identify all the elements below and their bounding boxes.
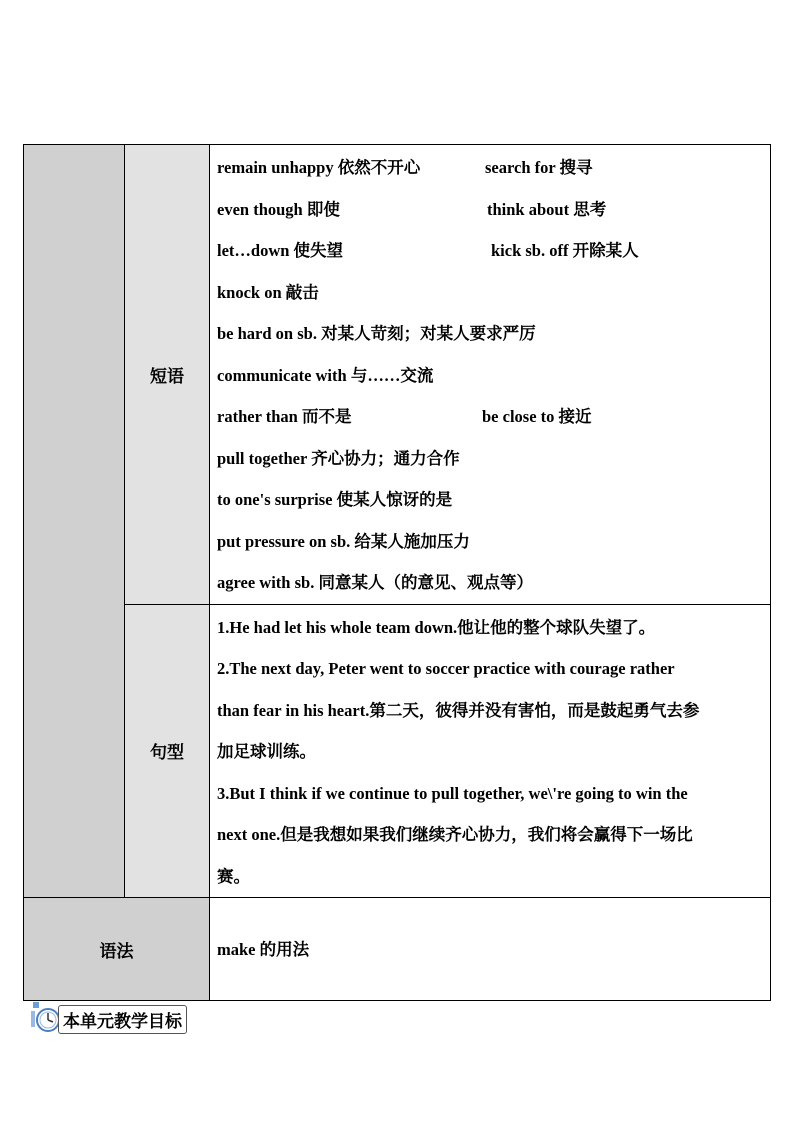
sentences-row bbox=[24, 604, 771, 898]
phrases-label: 短语 bbox=[125, 145, 210, 605]
sentence-line: 赛。 bbox=[217, 866, 250, 886]
phrase-line bbox=[217, 230, 764, 272]
sentence-line: 3.But I think if we continue to pull together, we\'re going to win the bbox=[217, 783, 688, 803]
phrase-text: communicate with 与……交流 bbox=[217, 365, 434, 385]
unit-goals-title: 本单元教学目标 bbox=[58, 1005, 187, 1034]
phrases-cell bbox=[210, 145, 771, 605]
sentences-label: 句型 bbox=[125, 604, 210, 898]
phrase-text: agree with sb. 同意某人（的意见、观点等） bbox=[217, 573, 533, 592]
phrase-text: to one's surprise 使某人惊讶的是 bbox=[217, 490, 453, 509]
sentences-list bbox=[210, 605, 770, 898]
phrases-row bbox=[24, 145, 771, 605]
phrases-list bbox=[210, 145, 770, 604]
phrase-text: even though 即使 bbox=[217, 199, 340, 219]
phrase-text: pull together 齐心协力；通力合作 bbox=[217, 448, 460, 468]
phrase-text: let…down 使失望 bbox=[217, 241, 344, 260]
phrase-line bbox=[217, 189, 764, 231]
sentence-line: 2.The next day, Peter went to soccer practice with courage rather bbox=[217, 659, 675, 678]
phrase-line bbox=[217, 313, 764, 355]
phrase-line bbox=[217, 479, 764, 521]
phrase-text: be hard on sb. 对某人苛刻；对某人要求严厉 bbox=[217, 324, 536, 343]
grammar-label: 语法 bbox=[24, 898, 210, 1001]
phrase-line bbox=[217, 562, 764, 604]
phrase-line bbox=[217, 147, 764, 189]
grammar-row bbox=[24, 898, 771, 1001]
phrase-text: remain unhappy 依然不开心 bbox=[217, 158, 421, 177]
phrase-line bbox=[217, 438, 764, 480]
phrase-line bbox=[217, 521, 764, 563]
vocabulary-table bbox=[23, 144, 771, 1001]
grammar-text: make 的用法 bbox=[217, 940, 310, 960]
phrase-line bbox=[217, 355, 764, 397]
section-cell bbox=[24, 145, 125, 898]
unit-goals-header bbox=[30, 1004, 187, 1034]
sentence-line: 1.He had let his whole team down.他让他的整个球队失望了。 bbox=[217, 617, 656, 637]
phrase-text-secondary: search for 搜寻 bbox=[485, 158, 593, 177]
phrase-text: put pressure on sb. 给某人施加压力 bbox=[217, 531, 470, 551]
phrase-text: knock on 敲击 bbox=[217, 282, 319, 302]
phrase-text-secondary: be close to 接近 bbox=[482, 407, 592, 426]
phrase-line bbox=[217, 396, 764, 438]
phrase-text-secondary: kick sb. off 开除某人 bbox=[491, 241, 639, 260]
grammar-cell bbox=[210, 898, 771, 1001]
sentence-line: 加足球训练。 bbox=[217, 742, 316, 761]
phrase-text-secondary: think about 思考 bbox=[487, 199, 607, 219]
sentence-line: than fear in his heart.第二天，彼得并没有害怕，而是鼓起勇气去参 bbox=[217, 700, 700, 720]
phrase-text: rather than 而不是 bbox=[217, 407, 352, 426]
phrase-line bbox=[217, 272, 764, 314]
sentence-line: next one.但是我想如果我们继续齐心协力，我们将会赢得下一场比 bbox=[217, 825, 693, 844]
sentences-cell bbox=[210, 604, 771, 898]
